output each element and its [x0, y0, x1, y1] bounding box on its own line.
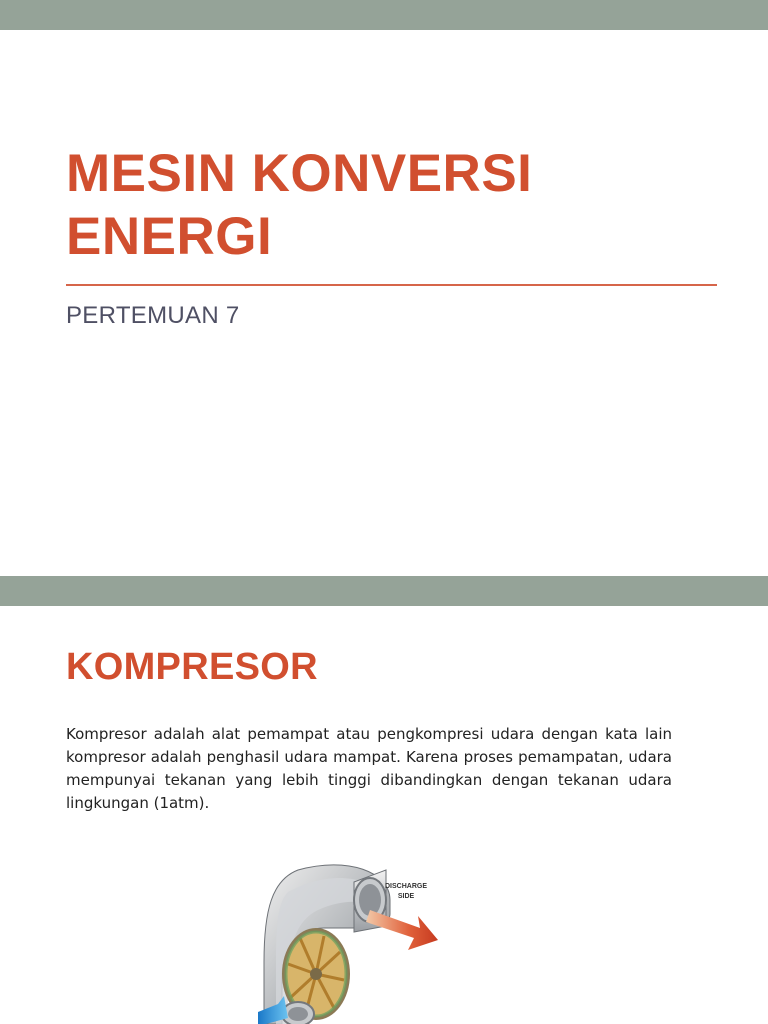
compressor-illustration: [258, 852, 440, 1024]
slide-title-line: ENERGI: [66, 207, 273, 266]
slide-header-bar: [0, 576, 768, 606]
figure-label-line: DISCHARGE: [384, 883, 428, 890]
slide-title: [66, 142, 706, 268]
slide-subtitle: PERTEMUAN 7: [66, 302, 240, 329]
section-heading: KOMPRESOR: [66, 646, 318, 688]
slide-header-bar: [0, 0, 768, 30]
figure-label-line: SIDE: [397, 893, 415, 900]
content-slide: [0, 576, 768, 1024]
discharge-arrow: [366, 910, 438, 950]
title-divider: [66, 284, 717, 286]
slide-title-line: MESIN KONVERSI: [66, 144, 533, 203]
body-paragraph: Kompresor adalah alat pemampat atau pengkompresi udara dengan kata lain kompresor adalah penghasil udara mampat. Karena proses pemampatan, udara mempunyai tekanan yang lebih tinggi dibandingkan dengan tekanan udara lingkungan (1atm).: [66, 725, 672, 812]
